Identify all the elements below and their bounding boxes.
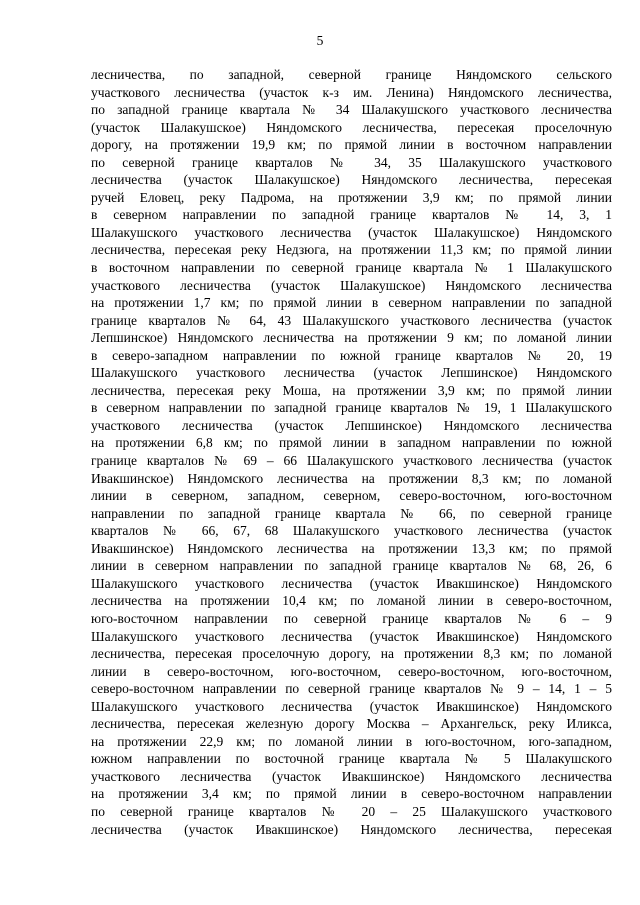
text-line: лесничества, пересекая реку Недзюга, на протяжении 11,3 км; по прямой линии [91, 242, 612, 258]
text-line: лесничества на протяжении 10,4 км; по ломаной линии в северо-восточном, [91, 593, 612, 609]
text-line: северо-восточном направлении по северной границе кварталов № 9 – 14, 1 – 5 [91, 681, 612, 697]
text-line: в северо-западном направлении по южной границе кварталов № 20, 19 [91, 347, 612, 363]
text-line: границе кварталов № 64, 43 Шалакушского участкового лесничества (участок [91, 312, 612, 328]
text-line: на протяжении 6,8 км; по прямой линии в западном направлении по южной [91, 435, 612, 451]
text-line: лесничества, пересекая реку Моша, на протяжении 3,9 км; по прямой линии [91, 382, 612, 398]
text-line: участкового лесничества (участок Ивакшинское) Няндомского лесничества [91, 768, 612, 784]
text-line: в северном направлении по западной границе кварталов № 14, 3, 1 [91, 207, 612, 223]
text-line: Лепшинское) Няндомского лесничества на протяжении 9 км; по ломаной линии [91, 330, 612, 346]
text-line: линии в северном направлении по западной границе кварталов № 68, 26, 6 [91, 558, 612, 574]
text-line: ручей Еловец, реку Падрома, на протяжении 3,9 км; по прямой линии [91, 189, 612, 205]
text-line: лесничества, по западной, северной границе Няндомского сельского [91, 67, 612, 82]
text-line: Шалакушского участкового лесничества (участок Ивакшинское) Няндомского [91, 628, 612, 644]
text-line: дорогу, на протяжении 19,9 км; по прямой линии в восточном направлении [91, 137, 612, 153]
text-line: в северном направлении по западной границе кварталов № 19, 1 Шалакушского [91, 400, 612, 416]
text-line: участкового лесничества (участок Шалакушское) Няндомского лесничества [91, 277, 612, 293]
text-line: лесничества, пересекая железную дорогу Москва – Архангельск, реку Иликса, [91, 716, 612, 732]
text-line: по северной границе кварталов № 20 – 25 Шалакушского участкового [91, 803, 612, 819]
text-line: Шалакушского участкового лесничества (участок Ивакшинское) Няндомского [91, 575, 612, 591]
text-line: лесничества (участок Шалакушское) Няндомского лесничества, пересекая [91, 172, 612, 188]
text-line: участкового лесничества (участок к-з им. Ленина) Няндомского лесничества, [91, 84, 612, 100]
text-line: Шалакушского участкового лесничества (участок Ивакшинское) Няндомского [91, 698, 612, 714]
text-line: лесничества, пересекая проселочную дорогу, на протяжении 8,3 км; по ломаной [91, 646, 612, 662]
text-line: лесничества (участок Ивакшинское) Няндомского лесничества, пересекая [91, 821, 612, 837]
text-line: направлении по западной границе квартала № 66, по северной границе [91, 505, 612, 521]
text-line: на протяжении 3,4 км; по прямой линии в северо-восточном направлении [91, 786, 612, 802]
text-line: на протяжении 1,7 км; по прямой линии в северном направлении по западной [91, 295, 612, 311]
text-line: (участок Шалакушское) Няндомского лесничества, пересекая проселочную [91, 119, 612, 135]
text-line: юго-восточном направлении по северной границе кварталов № 6 – 9 [91, 610, 612, 626]
text-line: в восточном направлении по северной границе квартала № 1 Шалакушского [91, 260, 612, 276]
text-line: кварталов № 66, 67, 68 Шалакушского участкового лесничества (участок [91, 523, 612, 539]
text-line: Шалакушского участкового лесничества (участок Шалакушское) Няндомского [91, 224, 612, 240]
text-line: по западной границе квартала № 34 Шалакушского участкового лесничества [91, 102, 612, 118]
text-line: по северной границе кварталов № 34, 35 Шалакушского участкового [91, 154, 612, 170]
body-text [91, 66, 612, 838]
text-line: линии в северном, западном, северном, северо-восточном, юго-восточном [91, 488, 612, 504]
text-line: Ивакшинское) Няндомского лесничества на протяжении 8,3 км; по ломаной [91, 470, 612, 486]
text-line: Шалакушского участкового лесничества (участок Лепшинское) Няндомского [91, 365, 612, 381]
text-line: Ивакшинское) Няндомского лесничества на протяжении 13,3 км; по прямой [91, 540, 612, 556]
text-line: границе кварталов № 69 – 66 Шалакушского участкового лесничества (участок [91, 453, 612, 469]
text-line: на протяжении 22,9 км; по ломаной линии в юго-восточном, юго-западном, [91, 733, 612, 749]
page-number: 5 [316, 33, 324, 48]
text-line: участкового лесничества (участок Лепшинское) Няндомского лесничества [91, 417, 612, 433]
text-line: южном направлении по восточной границе квартала № 5 Шалакушского [91, 751, 612, 767]
text-line: линии в северо-восточном, юго-восточном, северо-восточном, юго-восточном, [91, 663, 612, 679]
